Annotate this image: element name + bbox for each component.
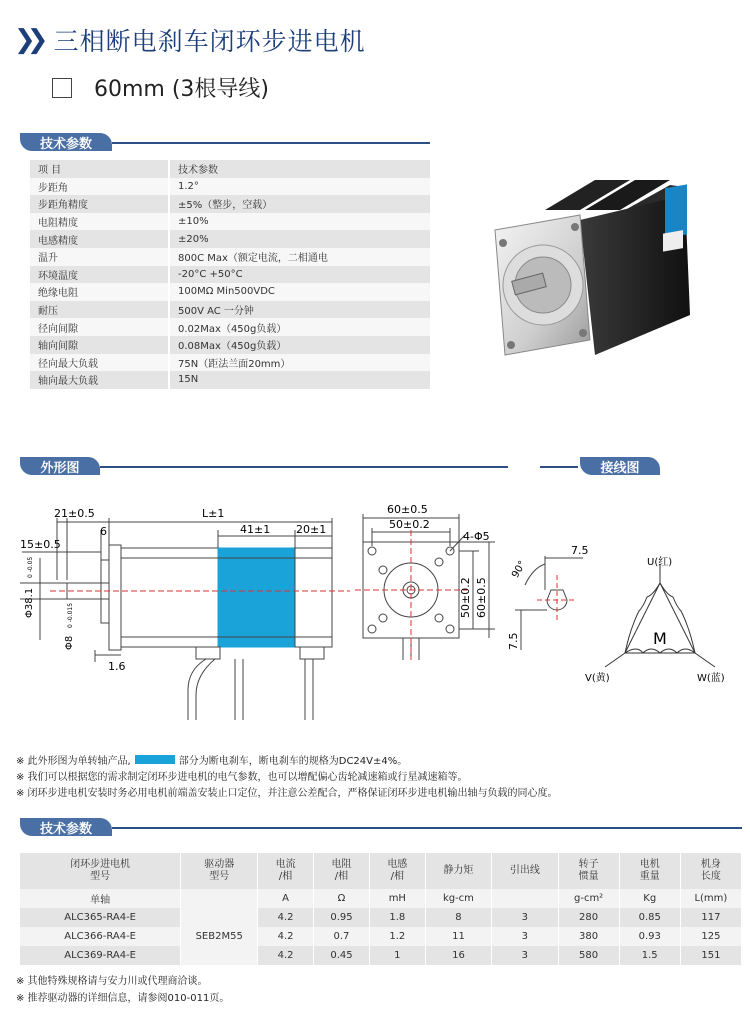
section-line xyxy=(100,466,508,468)
dim-15: 15±0.5 xyxy=(20,538,61,551)
product-value-cell: 580 xyxy=(558,946,619,965)
product-value-cell: 117 xyxy=(680,908,741,927)
section-line xyxy=(540,466,578,468)
product-value-cell: 0.45 xyxy=(314,946,370,965)
spec-row xyxy=(30,230,430,248)
driver-model-cell: SEB2M55 xyxy=(181,908,258,965)
motor-photo xyxy=(485,165,705,365)
spec-value: ±20% xyxy=(169,230,430,248)
spec-item: 步距角精度 xyxy=(30,195,169,213)
spec-item: 环境温度 xyxy=(30,266,169,284)
dim-7-5a: 7.5 xyxy=(571,544,589,557)
product-unit-cell: kg-cm xyxy=(425,889,491,908)
spec-item: 电感精度 xyxy=(30,230,169,248)
dim-38-tol: 0 -0.05 xyxy=(27,556,34,578)
product-value-cell: 3 xyxy=(492,946,558,965)
product-value-cell: 0.93 xyxy=(619,927,680,946)
phase-v-label: V(黄) xyxy=(585,673,610,684)
spec-row xyxy=(30,283,430,301)
product-value-cell: 3 xyxy=(492,908,558,927)
dim-6: 6 xyxy=(100,525,107,538)
page-subtitle: 60mm (3根导线) xyxy=(94,77,270,102)
product-row xyxy=(20,927,742,946)
product-value-cell: 0.7 xyxy=(314,927,370,946)
product-header-cell: 静力矩 xyxy=(425,853,491,889)
product-row xyxy=(20,946,742,965)
product-value-cell: 1.5 xyxy=(619,946,680,965)
product-header-cell: 电感 /相 xyxy=(369,853,425,889)
phase-u-label: U(红) xyxy=(647,557,673,568)
note-2: ※ 我们可以根据您的需求制定闭环步进电机的电气参数，也可以增配偏心齿轮减速箱或行星减速箱等。 xyxy=(16,772,468,783)
spec-row xyxy=(30,178,430,196)
section-tab-tech-params-2: 技术参数 xyxy=(20,818,112,836)
product-unit-cell: g-cm² xyxy=(558,889,619,908)
spec-table xyxy=(30,160,430,389)
product-header-cell: 转子 惯量 xyxy=(558,853,619,889)
phase-w-label: W(蓝) xyxy=(697,673,725,684)
product-header-cell: 闭环步进电机 型号 xyxy=(20,853,181,889)
spec-item: 轴向最大负载 xyxy=(30,371,169,389)
spec-item: 绝缘电阻 xyxy=(30,283,169,301)
model-cell: ALC369-RA4-E xyxy=(20,946,181,965)
section-tab-wiring: 接线图 xyxy=(580,457,660,475)
subtitle-row xyxy=(52,72,269,103)
spec-row xyxy=(30,195,430,213)
spec-value: 100MΩ Min500VDC xyxy=(169,283,430,301)
product-unit-cell: Kg xyxy=(619,889,680,908)
checkbox-square-icon xyxy=(52,78,72,98)
product-header-cell: 电阻 /相 xyxy=(314,853,370,889)
page-title: 三相断电刹车闭环步进电机 xyxy=(53,27,366,56)
product-unit-cell: A xyxy=(258,889,314,908)
section-tab-outline: 外形图 xyxy=(20,457,100,475)
spec-item: 电阻精度 xyxy=(30,213,169,231)
spec-row xyxy=(30,301,430,319)
product-value-cell: 4.2 xyxy=(258,927,314,946)
product-value-cell: 4.2 xyxy=(258,908,314,927)
dim-21: 21±0.5 xyxy=(54,507,95,520)
motor-label: M xyxy=(653,629,667,648)
wiring-diagram xyxy=(585,555,745,695)
product-header-row xyxy=(20,853,742,889)
product-value-cell: 280 xyxy=(558,908,619,927)
product-value-cell: 1.2 xyxy=(369,927,425,946)
dim-L: L±1 xyxy=(202,507,225,520)
side-view-drawing xyxy=(10,500,350,725)
spec-value: 0.02Max（450g负载） xyxy=(169,318,430,336)
dim-7-5b: 7.5 xyxy=(507,632,520,650)
spec-row xyxy=(30,248,430,266)
dim-38: Φ38.1 xyxy=(24,587,35,618)
product-unit-cell: L(mm) xyxy=(680,889,741,908)
product-value-cell: 8 xyxy=(425,908,491,927)
model-cell: ALC365-RA4-E xyxy=(20,908,181,927)
spec-value: 0.08Max（450g负载） xyxy=(169,336,430,354)
product-value-cell: 0.85 xyxy=(619,908,680,927)
dim-20: 20±1 xyxy=(296,523,327,536)
note-3: ※ 闭环步进电机安装时务必用电机前端盖安装止口定位，并注意公差配合，严格保证闭环步进电机输出轴与负载的同心度。 xyxy=(16,788,558,799)
product-value-cell: 151 xyxy=(680,946,741,965)
spec-item: 温升 xyxy=(30,248,169,266)
section-line xyxy=(112,827,742,829)
section-line xyxy=(112,142,430,144)
title-row xyxy=(14,22,366,58)
spec-value: 75N（距法兰面20mm） xyxy=(169,354,430,372)
section-tab-tech-params: 技术参数 xyxy=(20,133,112,151)
dim-holes: 4-Φ5 xyxy=(463,530,490,543)
spec-row xyxy=(30,336,430,354)
spec-item: 项 目 xyxy=(30,160,169,178)
dim-8-tol: 0 -0.015 xyxy=(67,602,74,628)
product-header-cell: 驱动器 型号 xyxy=(181,853,258,889)
spec-row xyxy=(30,213,430,231)
dim-1-6: 1.6 xyxy=(108,660,126,673)
spec-item: 轴向间隙 xyxy=(30,336,169,354)
product-value-cell: 1 xyxy=(369,946,425,965)
spec-row xyxy=(30,354,430,372)
spec-item: 径向最大负载 xyxy=(30,354,169,372)
spec-row xyxy=(30,318,430,336)
footer-note-2: ※ 推荐驱动器的详细信息，请参阅010-011页。 xyxy=(16,993,230,1004)
brake-color-swatch xyxy=(135,755,175,764)
spec-value: 1.2° xyxy=(169,178,430,196)
dim-8: Φ8 xyxy=(64,635,75,650)
product-value-cell: 3 xyxy=(492,927,558,946)
product-unit-cell: Ω xyxy=(314,889,370,908)
product-value-cell: 16 xyxy=(425,946,491,965)
spec-item: 径向间隙 xyxy=(30,318,169,336)
product-value-cell: 0.95 xyxy=(314,908,370,927)
spec-value: ±5%（整步，空载） xyxy=(169,195,430,213)
footer-note-1: ※ 其他特殊规格请与安力川或代理商洽谈。 xyxy=(16,976,208,987)
spec-item: 耐压 xyxy=(30,301,169,319)
double-chevron-icon: ❯❯ xyxy=(14,25,40,55)
product-header-cell: 电机 重量 xyxy=(619,853,680,889)
product-value-cell: 380 xyxy=(558,927,619,946)
dim-90: 90° xyxy=(510,559,529,580)
product-header-cell: 电流 /相 xyxy=(258,853,314,889)
product-value-cell: 1.8 xyxy=(369,908,425,927)
note-1: ※ 此外形图为单转轴产品, 部分为断电刹车，断电刹车的规格为DC24V±4%。 xyxy=(16,756,408,767)
spec-row xyxy=(30,371,430,389)
spec-value: 800C Max（额定电流，二相通电 xyxy=(169,248,430,266)
dim-50b: 50±0.2 xyxy=(459,577,472,618)
product-value-cell: 11 xyxy=(425,927,491,946)
spec-value: 500V AC 一分钟 xyxy=(169,301,430,319)
spec-item: 步距角 xyxy=(30,178,169,196)
shaft-section-drawing xyxy=(505,540,589,660)
product-unit-cell xyxy=(181,889,258,908)
spec-value: -20°C +50°C xyxy=(169,266,430,284)
spec-value: 15N xyxy=(169,371,430,389)
dim-60a: 60±0.5 xyxy=(387,503,428,516)
product-unit-cell xyxy=(492,889,558,908)
front-view-drawing xyxy=(355,500,505,680)
product-unit-cell: 单轴 xyxy=(20,889,181,908)
product-units-row xyxy=(20,889,742,908)
dim-41: 41±1 xyxy=(240,523,271,536)
dim-50a: 50±0.2 xyxy=(389,518,430,531)
model-cell: ALC366-RA4-E xyxy=(20,927,181,946)
spec-value: 技术参数 xyxy=(169,160,430,178)
product-table xyxy=(20,853,742,965)
dim-60b: 60±0.5 xyxy=(475,577,488,618)
product-value-cell: 4.2 xyxy=(258,946,314,965)
product-value-cell: 125 xyxy=(680,927,741,946)
product-row xyxy=(20,908,742,927)
spec-header-row xyxy=(30,160,430,178)
spec-row xyxy=(30,266,430,284)
product-unit-cell: mH xyxy=(369,889,425,908)
spec-value: ±10% xyxy=(169,213,430,231)
product-header-cell: 机身 长度 xyxy=(680,853,741,889)
product-header-cell: 引出线 xyxy=(492,853,558,889)
